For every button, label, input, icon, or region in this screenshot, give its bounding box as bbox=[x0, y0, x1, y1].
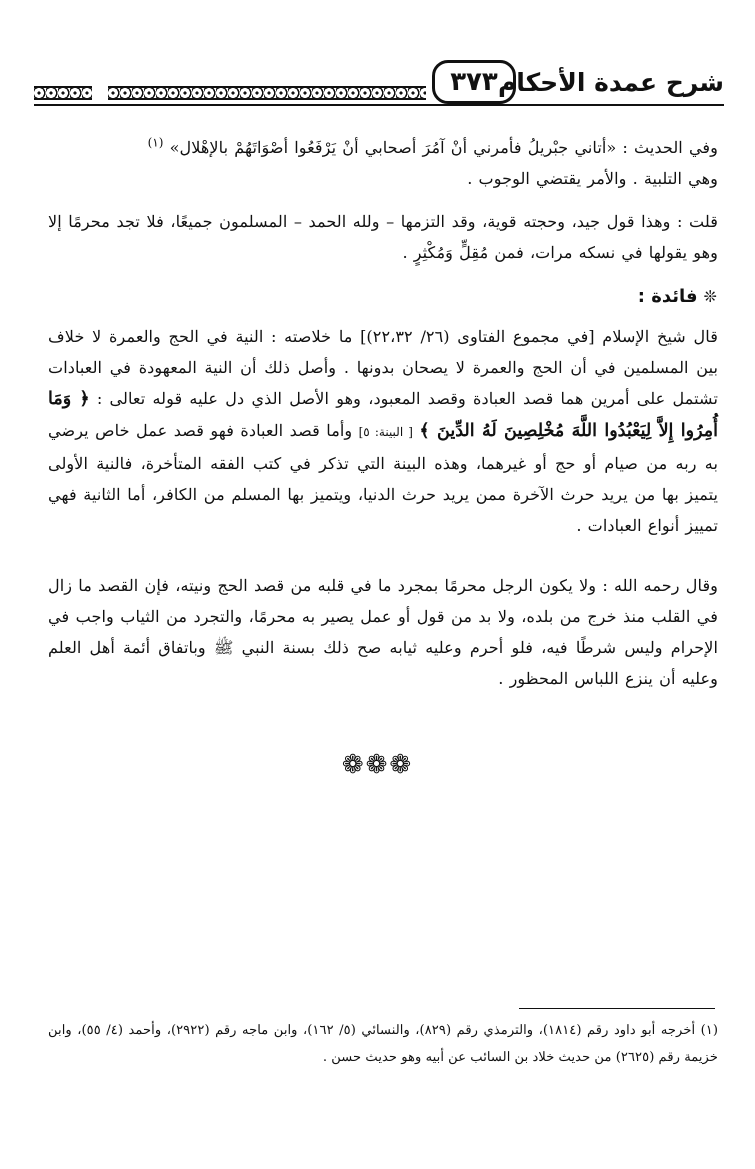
hadith-quote-close: » bbox=[169, 138, 180, 157]
ihram-paragraph bbox=[48, 570, 718, 694]
ihram-text: وقال رحمه الله : ولا يكون الرجل محرمًا بمجرد ما في قلبه من قصد الحج ونيته، فإن القصد ما زال في القلب منذ خرج من بلده، ولا بد من قول أو عمل يصير به محرمًا، والتجرد من الثياب واجب في الإحرام وليس شرطًا فيه، فلو أحرم وعليه ثيابه صح ذلك بسنة النبي bbox=[48, 576, 718, 657]
footnote-rule bbox=[519, 1008, 715, 1009]
footnote: (١) أخرجه أبو داود رقم (١٨١٤)، والترمذي رقم (٨٢٩)، والنسائي (٥/ ١٦٢)، وابن ماجه رقم (٢٩٢٢)، وأحمد (٤/ ٥٥)، وابن خزيمة رقم (٢٦٢٥) من حديث خلاد بن السائب عن أبيه وهو حديث حسن . bbox=[48, 1023, 719, 1065]
section-heading bbox=[638, 283, 717, 311]
header-ornament-short bbox=[34, 86, 92, 100]
fatawa-text-after-verse: وأما قصد العبادة فهو قصد عمل خاص يرضي به ربه من صيام أو حج أو غيرهما، وهذه البينة التي تذكر في كتب الفقه المتأخرة، فالنية الأولى يتميز بها من يريد حرث الآخرة ممن يريد حرث الدنيا، ويتميز بها المسلم من الكافر، أما الثانية فهي تمييز أنواع العبادات . bbox=[48, 421, 718, 535]
star-icon: ❊ bbox=[703, 287, 717, 306]
fatawa-paragraph bbox=[48, 321, 718, 541]
quran-reference: [ البينة: ٥] bbox=[358, 425, 413, 439]
hadith-quote: أتاني جبْريلُ فأمرني أنْ آمُرَ أصحابي أنْ يَرْفَعُوا أصْوَاتَهُمْ بالإهْلال bbox=[179, 138, 607, 157]
fatawa-text-before-verse: قال شيخ الإسلام [في مجموع الفتاوى (٢٦/ ٢٢،٣٢)] ما خلاصته : النية في الحج والعمرة لا خلاف بين المسلمين في أن الحج والعمرة لا يصحان بدونها . وأصل ذلك أن النية المعهودة في العبادات تشتمل على أمرين هما قصد العبادة وقصد المعبود، وهو الأصل الذي دل عليه قوله تعالى : bbox=[48, 327, 718, 408]
hadith-explanation: وهي التلبية . والأمر يقتضي الوجوب . bbox=[467, 169, 718, 188]
honorific-symbol: ﷺ bbox=[213, 638, 234, 657]
header-rule bbox=[34, 104, 724, 106]
running-header bbox=[34, 60, 724, 110]
header-ornament-long bbox=[108, 86, 426, 100]
quran-verse: ﴿ وَمَا أُمِرُوا إِلاَّ لِيَعْبُدُوا اللَّهَ مُخْلِصِينَ لَهُ الدِّينَ ﴾ bbox=[48, 389, 718, 441]
flower-separator-icon: ❁❁❁ bbox=[341, 750, 414, 780]
ihram-text-end: وباتفاق أئمة أهل العلم وعليه أن ينزع اللباس المحظور . bbox=[48, 638, 718, 688]
book-title: شرح عمدة الأحكام bbox=[497, 68, 724, 97]
page-number: ٣٧٣ bbox=[432, 60, 516, 104]
footnote-reference[interactable]: (١) bbox=[147, 135, 164, 150]
commentary-paragraph: قلت : وهذا قول جيد، وحجته قوية، وقد التزمها – ولله الحمد – المسلمون جميعًا، فلا تجد محرمًا إلا وهو يقولها في نسكه مرات، فمن مُقِلٍّ وَمُكْثِرٍ . bbox=[48, 212, 718, 262]
heading-text: فائدة : bbox=[637, 286, 698, 307]
hadith-paragraph bbox=[48, 132, 718, 194]
hadith-intro: وفي الحديث : « bbox=[606, 138, 718, 157]
